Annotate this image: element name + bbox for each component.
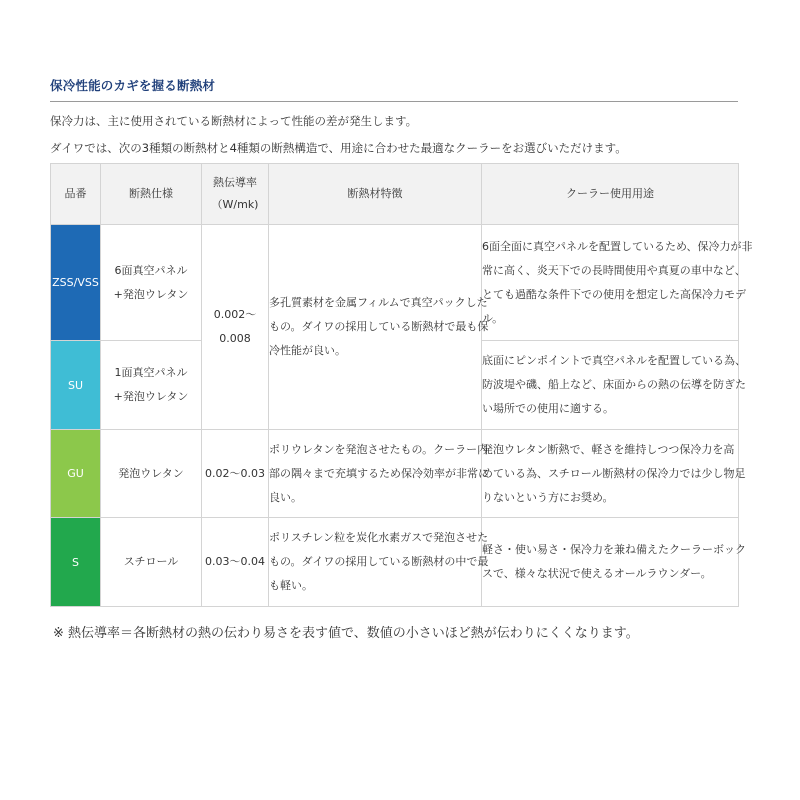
usage-line: 防波堤や磯、船上など、床面からの熱の伝導を防ぎた [482,378,746,391]
feature-line: 多孔質素材を金属フィルムで真空パックした [269,296,488,309]
table-row [51,225,739,341]
header-conductivity-line2: （W/mk) [211,198,259,211]
spec-line: 1面真空パネル [114,366,188,379]
code-cell-su: SU [51,341,101,430]
usage-line: とても過酷な条件下での使用を想定した高保冷力モデ [482,287,746,301]
code-cell-zss-vss: ZSS/VSS [51,225,101,341]
usage-cell [482,430,746,518]
spec-cell [101,518,202,607]
header-conductivity [202,164,269,225]
usage-line: 軽さ・使い易さ・保冷力を兼ね備えたクーラーボック [482,543,746,556]
feature-line: もの。ダイワの採用している断熱材の中で最 [269,555,489,568]
feature-cell [269,518,489,607]
spec-line: 6面真空パネル [114,263,188,277]
feature-line: もの。ダイワの採用している断熱材で最も保 [269,320,489,333]
conductivity-cell-vacuum [202,225,269,430]
footnote: ※ 熱伝導率＝各断熱材の熱の伝わり易さを表す値で、数値の小さいほど熱が伝わりにくくなります。 [53,626,639,641]
header-spec: 断熱仕様 [101,164,202,225]
spec-cell [101,225,202,341]
spec-cell [101,341,202,430]
insulation-table [50,163,753,607]
header-usage: クーラー使用用途 [482,164,739,225]
header-code: 品番 [51,164,101,225]
spec-cell [101,430,202,518]
feature-line: も軽い。 [269,579,313,592]
intro-text-2: ダイワでは、次の3種類の断熱材と4種類の断熱構造で、用途に合わせた最適なクーラーをお選びいただけます。 [50,141,627,155]
code-cell-gu: GU [51,430,101,518]
table-row [51,518,739,607]
spec-line: +発泡ウレタン [113,287,189,301]
usage-line: 底面にピンポイントで真空パネルを配置している為、 [482,354,746,367]
feature-line: 部の隅々まで充填するため保冷効率が非常に [269,466,489,480]
spec-line: +発泡ウレタン [113,390,189,403]
usage-line: 常に高く、炎天下での長時間使用や真夏の車中など、 [482,263,746,277]
usage-cell [482,518,746,607]
usage-cell [482,225,753,341]
conductivity-line: 0.03～0.04 [205,555,265,568]
table-header-row [51,164,739,225]
usage-line: い場所での使用に適する。 [482,402,614,415]
conductivity-line: 0.002～ [213,308,257,321]
usage-line: 6面全面に真空パネルを配置しているため、保冷力が非 [482,239,753,253]
usage-line: めている為、スチロール断熱材の保冷力では少し物足 [482,466,746,480]
conductivity-line: 0.008 [219,332,251,345]
spec-line: スチロール [123,555,179,568]
conductivity-cell [202,430,269,518]
title-divider [50,101,738,102]
usage-line: りないという方にお奨め。 [482,490,614,504]
table-row [51,430,739,518]
feature-cell [269,430,489,518]
header-conductivity-line1: 熱伝導率 [213,176,257,189]
feature-line: 良い。 [269,490,302,504]
spec-line: 発泡ウレタン [118,466,184,480]
feature-line: ポリスチレン粒を炭化水素ガスで発泡させた [269,531,489,544]
feature-line: ポリウレタンを発泡させたもの。クーラー内 [269,442,489,456]
section-title: 保冷性能のカギを握る断熱材 [50,78,216,93]
usage-line: スで、様々な状況で使えるオールラウンダー。 [482,567,712,580]
intro-text-1: 保冷力は、主に使用されている断熱材によって性能の差が発生します。 [50,114,418,128]
usage-cell [482,341,746,430]
feature-line: 冷性能が良い。 [269,344,346,357]
usage-line: ル。 [482,311,504,325]
code-cell-s: S [51,518,101,607]
feature-cell-vacuum [269,225,489,430]
header-feature: 断熱材特徴 [269,164,482,225]
usage-line: 発泡ウレタン断熱で、軽さを維持しつつ保冷力を高 [482,442,735,456]
conductivity-line: 0.02～0.03 [205,466,265,480]
conductivity-cell [202,518,269,607]
